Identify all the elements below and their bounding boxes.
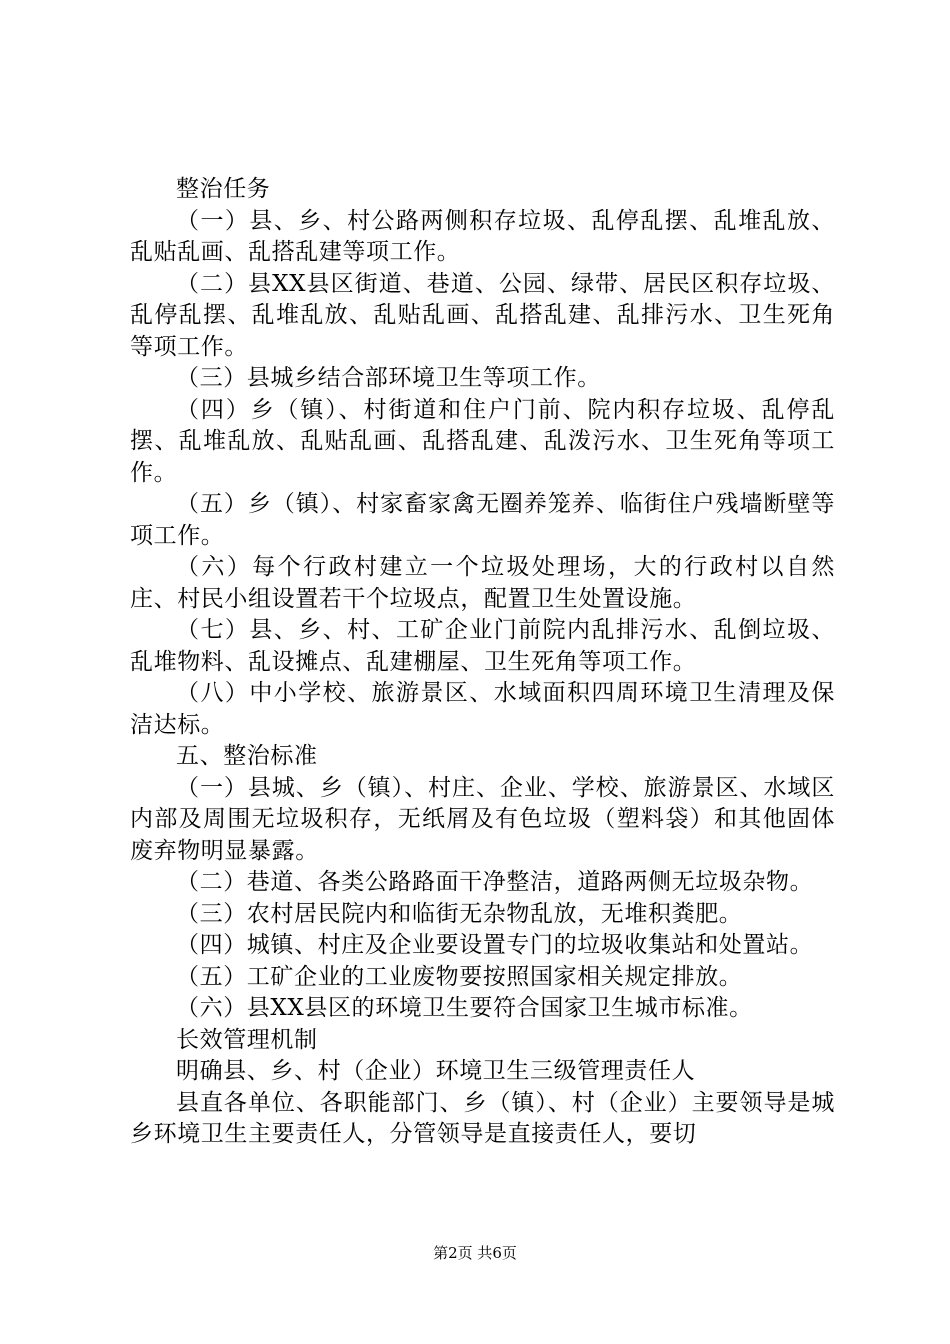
task-item-1: （一）县、乡、村公路两侧积存垃圾、乱停乱摆、乱堆乱放、乱贴乱画、乱搭乱建等项工作。 — [130, 207, 835, 265]
standard-item-3: （三）农村居民院内和临街无杂物乱放，无堆积粪肥。 — [176, 900, 743, 927]
standard-item-2: （二）巷道、各类公路路面干净整洁，道路两侧无垃圾杂物。 — [176, 869, 814, 895]
task-item-6: （六）每个行政村建立一个垃圾处理场，大的行政村以自然庄、村民小组设置若干个垃圾点，配置卫生处置设施。 — [130, 554, 835, 612]
task-item-4: （四）乡（镇）、村街道和住户门前、院内积存垃圾、乱停乱摆、乱堆乱放、乱贴乱画、乱搭乱建、乱泼污水、卫生死角等项工作。 — [130, 396, 835, 486]
task-item-5: （五）乡（镇）、村家畜家禽无圈养笼养、临街住户残墙断壁等项工作。 — [130, 491, 835, 549]
page-number-footer: 第2页 共6页 — [433, 1244, 517, 1262]
section-heading-tasks: 整治任务 — [176, 176, 271, 202]
task-item-7: （七）县、乡、村、工矿企业门前院内乱排污水、乱倒垃圾、乱堆物料、乱设摊点、乱建棚屋、卫生死角等项工作。 — [130, 617, 835, 675]
document-body — [130, 174, 835, 1151]
subheading-responsibility: 明确县、乡、村（企业）环境卫生三级管理责任人 — [176, 1058, 696, 1084]
standard-item-4: （四）城镇、村庄及企业要设置专门的垃圾收集站和处置站。 — [176, 932, 814, 958]
standard-item-1: （一）县城、乡（镇）、村庄、企业、学校、旅游景区、水域区内部及周围无垃圾积存，无纸屑及有色垃圾（塑料袋）和其他固体废弃物明显暴露。 — [130, 774, 835, 864]
task-item-8: （八）中小学校、旅游景区、水域面积四周环境卫生清理及保洁达标。 — [130, 680, 835, 738]
standard-item-6: （六）县XX县区的环境卫生要符合国家卫生城市标准。 — [176, 995, 753, 1021]
standard-item-5: （五）工矿企业的工业废物要按照国家相关规定排放。 — [176, 963, 743, 990]
responsibility-paragraph: 县直各单位、各职能部门、乡（镇）、村（企业）主要领导是城乡环境卫生主要责任人，分管领导是直接责任人，要切 — [130, 1089, 835, 1147]
task-item-3: （三）县城乡结合部环境卫生等项工作。 — [176, 365, 601, 391]
section-heading-standards: 五、整治标准 — [176, 743, 318, 769]
section-heading-mechanism: 长效管理机制 — [176, 1026, 318, 1053]
task-item-2: （二）县XX县区街道、巷道、公园、绿带、居民区积存垃圾、乱停乱摆、乱堆乱放、乱贴乱画、乱搭乱建、乱排污水、卫生死角等项工作。 — [130, 270, 835, 360]
